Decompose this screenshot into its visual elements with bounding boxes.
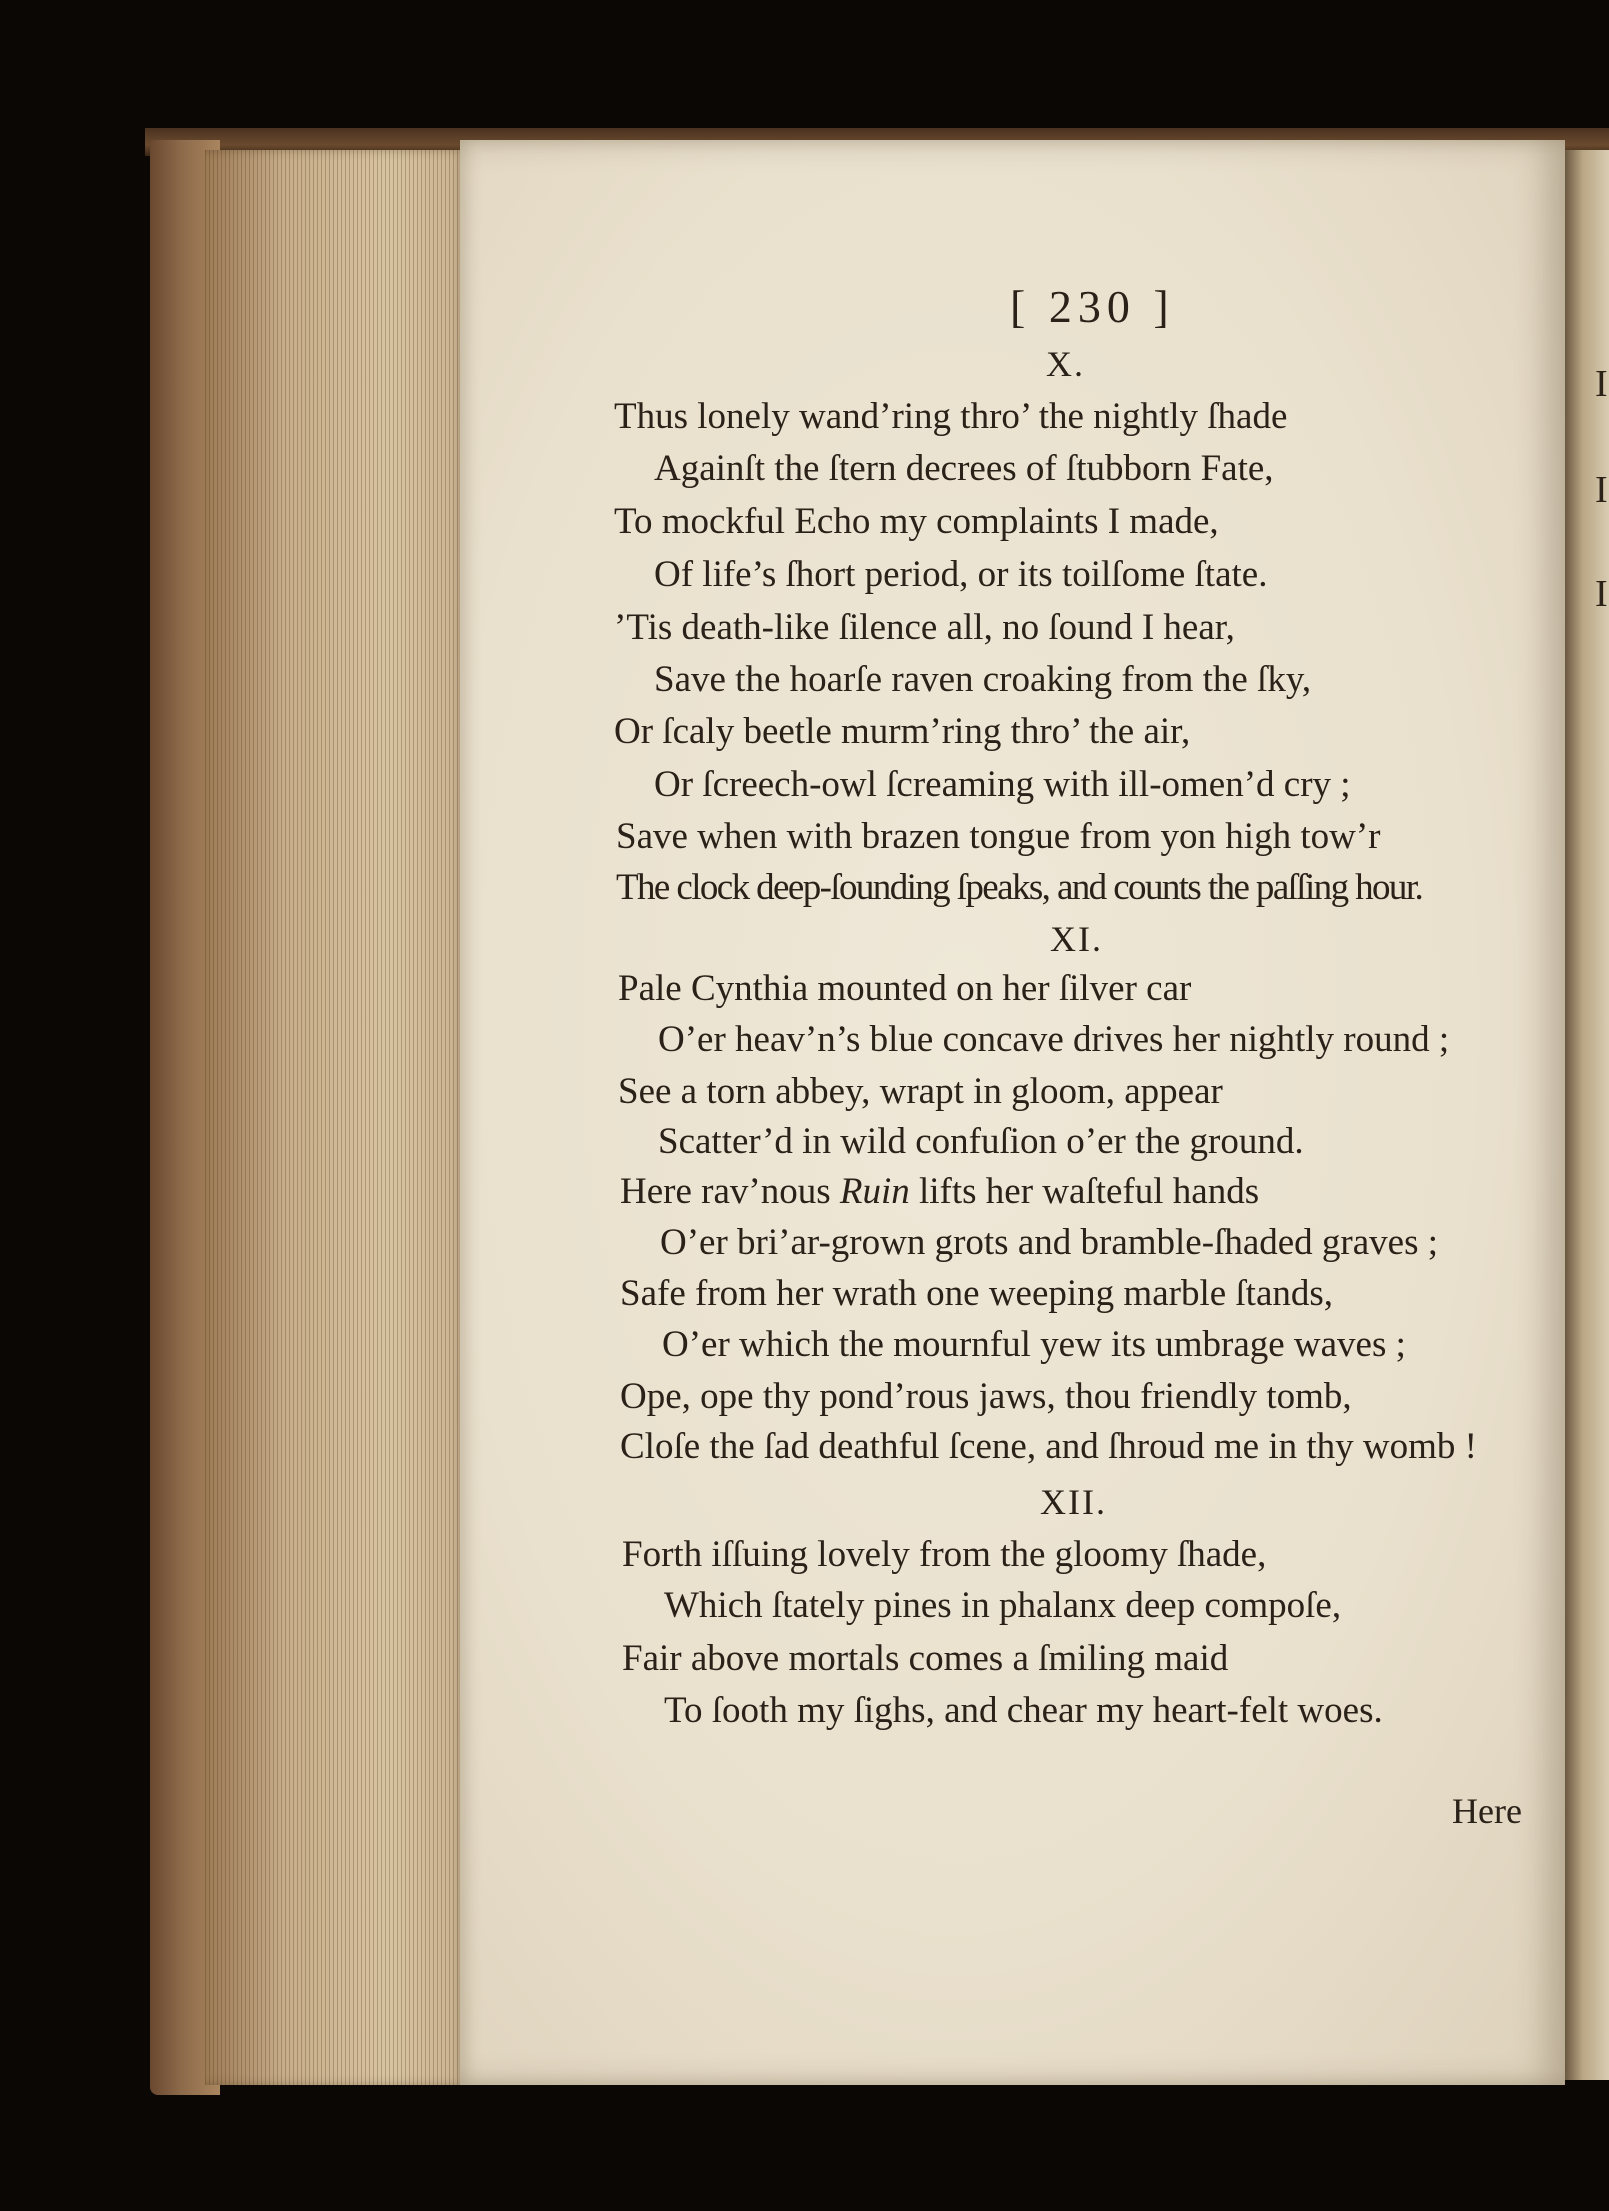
poem-line: Forth iſſuing lovely from the gloomy ſhade, xyxy=(622,1534,1267,1575)
poem-line: To ſooth my ſighs, and chear my heart-felt woes. xyxy=(664,1690,1383,1731)
poem-line xyxy=(620,1173,1259,1210)
poem-line: Pale Cynthia mounted on her ſilver car xyxy=(618,968,1192,1009)
poem-line: Or ſcreech-owl ſcreaming with ill-omen’d cry ; xyxy=(654,764,1351,805)
poem-line: Cloſe the ſad deathful ſcene, and ſhroud me in thy womb ! xyxy=(620,1426,1477,1467)
poem-line: See a torn abbey, wrapt in gloom, appear xyxy=(618,1071,1223,1112)
poem-line: Ope, ope thy pond’rous jaws, thou friendly tomb, xyxy=(620,1376,1352,1417)
poem-line: ’Tis death-like ſilence all, no ſound I hear, xyxy=(614,607,1235,648)
poem-line-text: lifts her waſteful hands xyxy=(909,1171,1260,1212)
facing-page-fragment: I xyxy=(1595,573,1608,615)
page-number: [ 230 ] xyxy=(1010,281,1175,332)
poem-line: Safe from her wrath one weeping marble ſtands, xyxy=(620,1273,1334,1314)
poem-line: The clock deep-ſounding ſpeaks, and counts the paſſing hour. xyxy=(616,867,1423,908)
page-block-fore-edge xyxy=(205,150,467,2085)
poem-line-text: Here rav’nous xyxy=(620,1171,840,1212)
poem-line: Againſt the ſtern decrees of ſtubborn Fate, xyxy=(654,448,1274,489)
poem-line: O’er bri’ar-grown grots and bramble-ſhaded graves ; xyxy=(660,1222,1439,1263)
stanza-numeral: XII. xyxy=(1040,1482,1107,1522)
poem-line: Which ſtately pines in phalanx deep compoſe, xyxy=(664,1585,1342,1626)
stanza-numeral: X. xyxy=(1046,344,1085,384)
poem-line: Save the hoarſe raven croaking from the ſky, xyxy=(654,659,1312,700)
facing-page-fragment: I xyxy=(1595,469,1608,511)
facing-page-fragment: I xyxy=(1595,363,1608,405)
catchword: Here xyxy=(1452,1791,1522,1831)
poem-line: O’er heav’n’s blue concave drives her nightly round ; xyxy=(658,1019,1450,1060)
poem-line: Save when with brazen tongue from yon high tow’r xyxy=(616,816,1381,857)
poem-line: O’er which the mournful yew its umbrage waves ; xyxy=(662,1324,1406,1365)
poem-line: Fair above mortals comes a ſmiling maid xyxy=(622,1638,1229,1679)
poem-line: Or ſcaly beetle murm’ring thro’ the air, xyxy=(614,711,1191,752)
poem-line: Thus lonely wand’ring thro’ the nightly ſhade xyxy=(614,396,1288,437)
poem-line-italic: Ruin xyxy=(839,1171,910,1212)
facing-page-edge xyxy=(1565,150,1609,2080)
poem-line: To mockful Echo my complaints I made, xyxy=(614,501,1219,542)
poem-line: Scatter’d in wild confuſion o’er the ground. xyxy=(658,1121,1304,1162)
poem-line: Of life’s ſhort period, or its toilſome ſtate. xyxy=(654,554,1268,595)
stanza-numeral: XI. xyxy=(1050,919,1103,959)
